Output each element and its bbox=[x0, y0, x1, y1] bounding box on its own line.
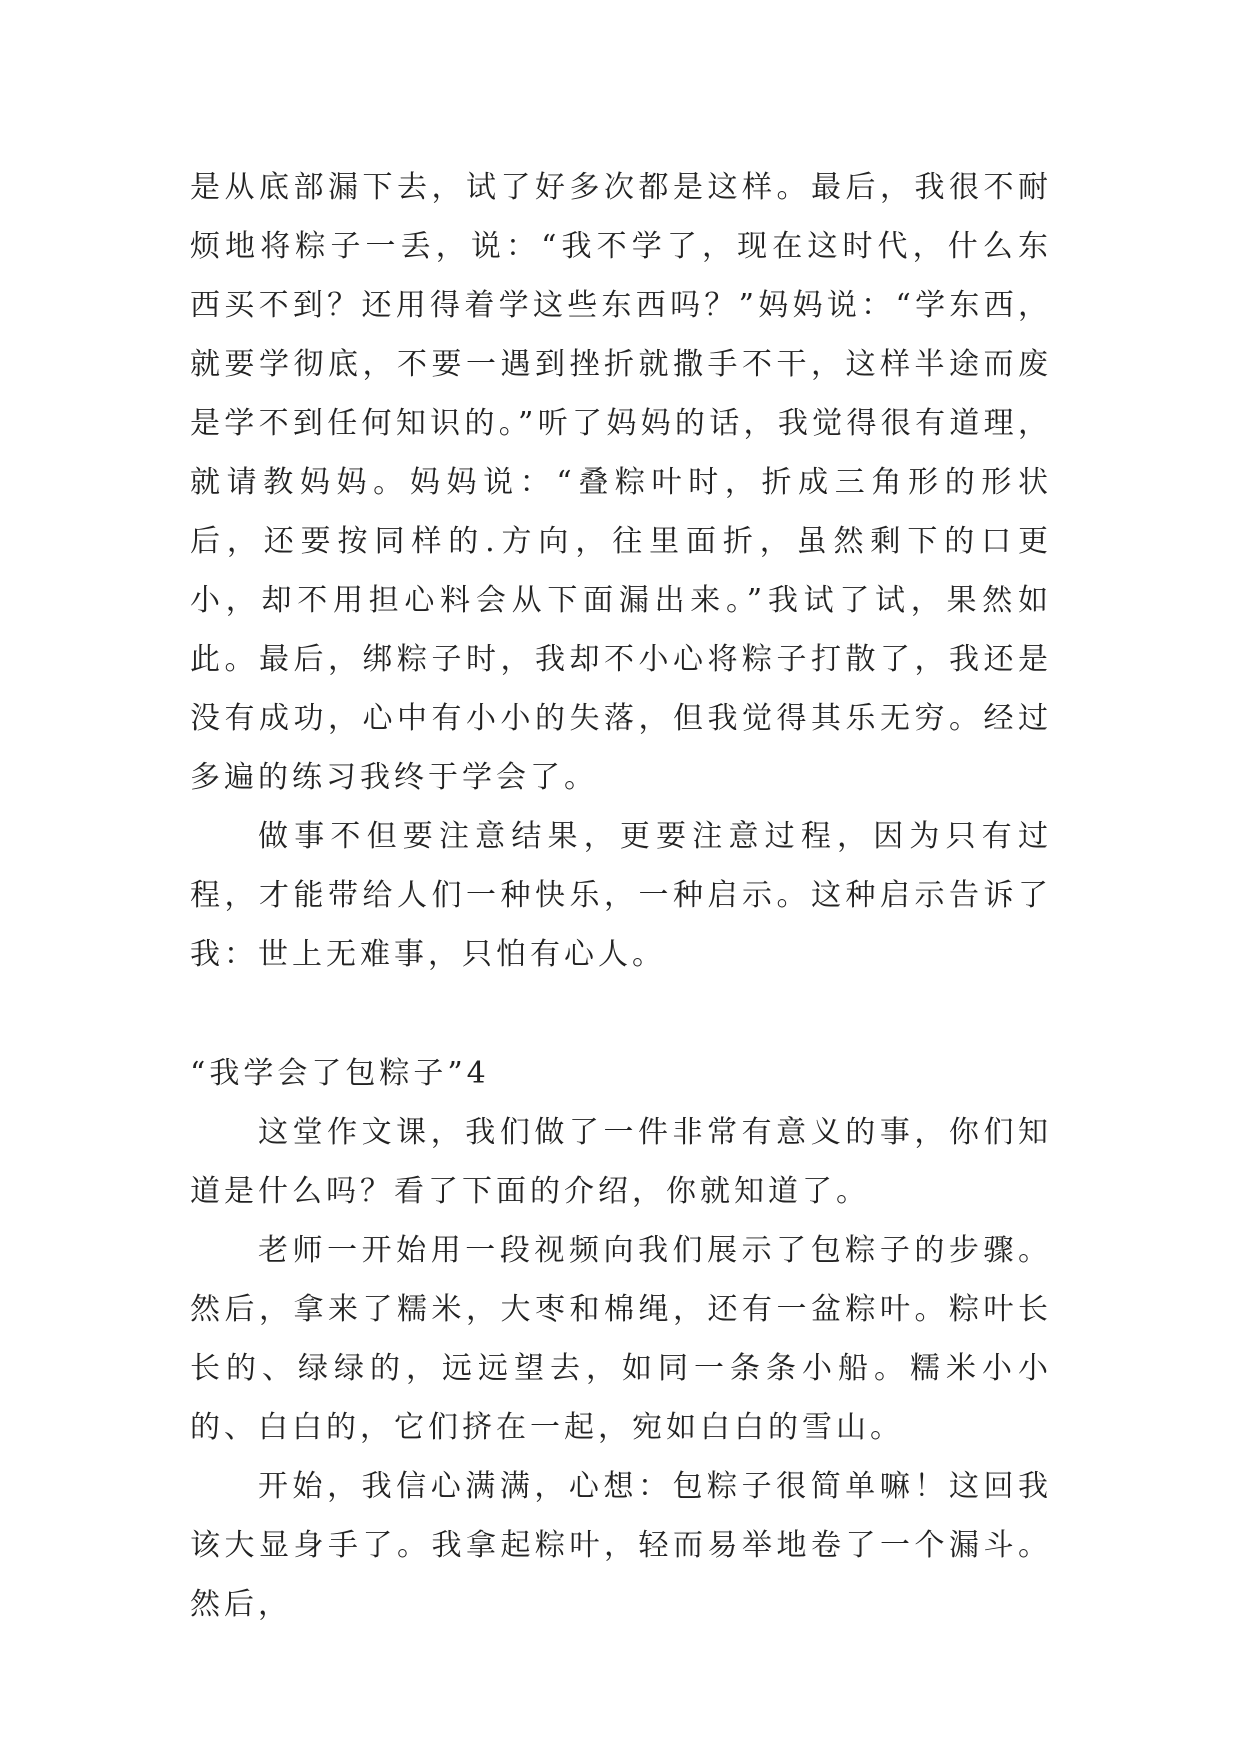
paragraph-conclusion: 做事不但要注意结果，更要注意过程，因为只有过程，才能带给人们一种快乐，一种启示。这种启示告诉了我：世上无难事，只怕有心人。 bbox=[190, 819, 1052, 972]
section-title: “我学会了包粽子”4 bbox=[190, 1056, 490, 1091]
paragraph-materials: 老师一开始用一段视频向我们展示了包粽子的步骤。然后，拿来了糯米，大枣和棉绳，还有一盆粽叶。粽叶长长的、绿绿的，远远望去，如同一条条小船。糯米小小的、白白的，它们挤在一起，宛如白白的雪山。 bbox=[190, 1233, 1052, 1445]
paragraph-start: 开始，我信心满满，心想：包粽子很简单嘛！这回我该大显身手了。我拿起粽叶，轻而易举地卷了一个漏斗。然后， bbox=[190, 1469, 1052, 1622]
paragraph-intro: 这堂作文课，我们做了一件非常有意义的事，你们知道是什么吗？看了下面的介绍，你就知道了。 bbox=[190, 1115, 1052, 1209]
document-body bbox=[190, 158, 1052, 1634]
paragraph-continuation: 是从底部漏下去，试了好多次都是这样。最后，我很不耐烦地将粽子一丢，说：“我不学了，现在这时代，什么东西买不到？还用得着学这些东西吗？”妈妈说：“学东西，就要学彻底，不要一遇到挫折就撒手不干，这样半途而废是学不到任何知识的。”听了妈妈的话，我觉得很有道理，就请教妈妈。妈妈说：“叠粽叶时，折成三角形的形状后，还要按同样的.方向，往里面折，虽然剩下的口更小，却不用担心料会从下面漏出来。”我试了试，果然如此。最后，绑粽子时，我却不小心将粽子打散了，我还是没有成功，心中有小小的失落，但我觉得其乐无穷。经过多遍的练习我终于学会了。 bbox=[190, 170, 1052, 795]
